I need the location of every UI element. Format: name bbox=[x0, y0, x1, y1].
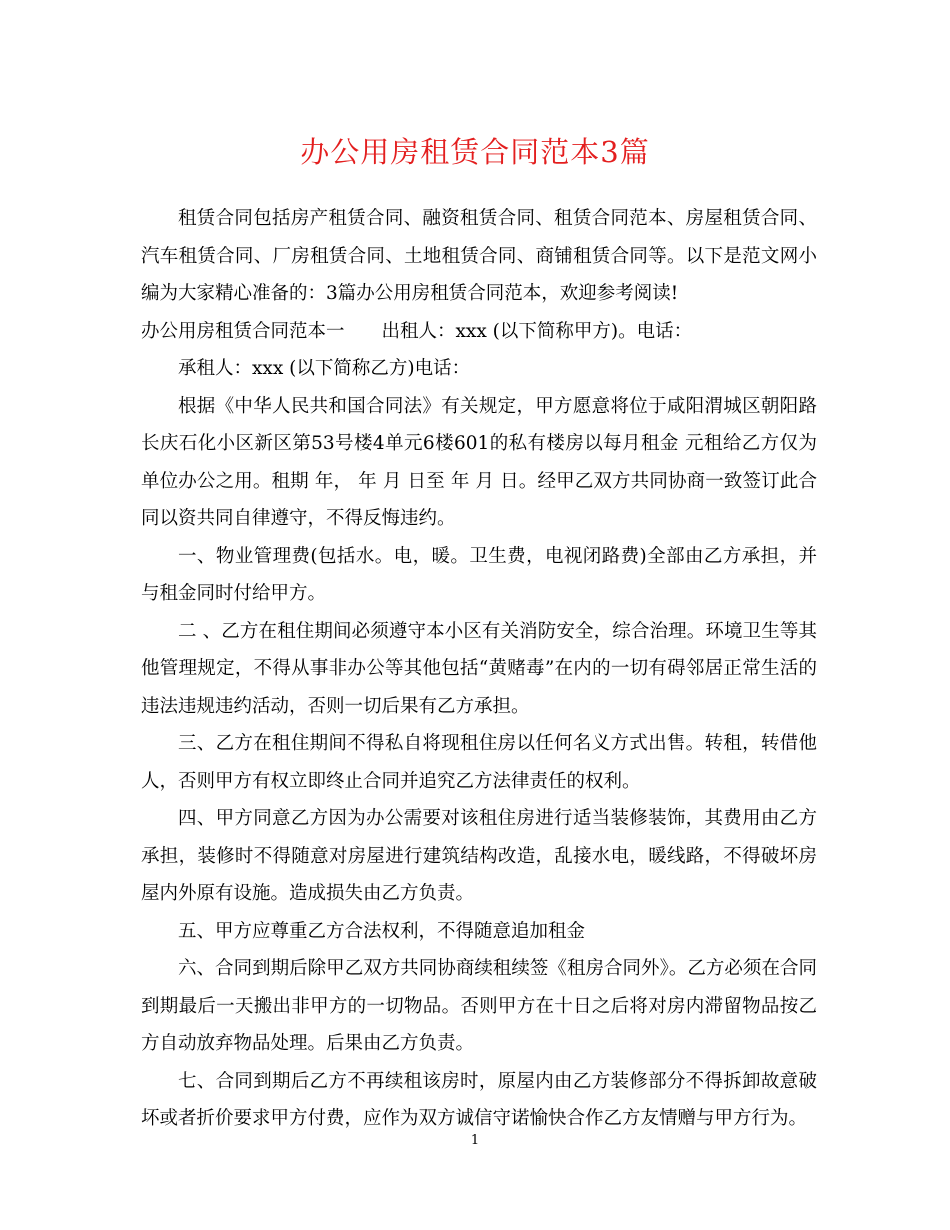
paragraph-clause-5: 五、甲方应尊重乙方合法权利，不得随意追加租金 bbox=[178, 920, 586, 942]
paragraph-lessor: 办公用房租赁合同范本一 出租人：xxx (以下简称甲方)。电话： bbox=[141, 320, 693, 342]
paragraph-lessee: 承租人：xxx (以下简称乙方)电话： bbox=[178, 358, 471, 379]
paragraph-clause-6: 六、合同到期后除甲乙双方共同协商续租续签《租房合同外》。乙方必须在合同到期最后一天搬出非甲方的一切物品。否则甲方在十日之后将对房内滞留物品按乙方自动放弃物品处理。后果由乙方负责。 bbox=[141, 958, 817, 1054]
document-title: 办公用房租赁合同范本3篇 bbox=[300, 135, 650, 169]
paragraph-clause-7: 七、合同到期后乙方不再续租该房时，原屋内由乙方装修部分不得拆卸故意破坏或者折价要求甲方付费，应作为双方诚信守诺愉快合作乙方友情赠与甲方行为。 bbox=[141, 1070, 817, 1129]
paragraph-basis: 根据《中华人民共和国合同法》有关规定，甲方愿意将位于咸阳渭城区朝阳路长庆石化小区新区第53号楼4单元6楼601的私有楼房以每月租金 元租给乙方仅为单位办公之用。租期 年， 年 月 日至 年 月 日。经甲乙双方共同协商一致签订此合同以资共同自律遵守，不得反悔违约。 bbox=[141, 395, 817, 529]
paragraph-intro: 租赁合同包括房产租赁合同、融资租赁合同、租赁合同范本、房屋租赁合同、汽车租赁合同、厂房租赁合同、土地租赁合同、商铺租赁合同等。以下是范文网小编为大家精心准备的：3篇办公用房租赁合同范本，欢迎参考阅读! bbox=[141, 208, 817, 304]
paragraph-clause-4: 四、甲方同意乙方因为办公需要对该租住房进行适当装修装饰，其费用由乙方承担，装修时不得随意对房屋进行建筑结构改造，乱接水电，暖线路，不得破坏房屋内外原有设施。造成损失由乙方负责。 bbox=[141, 808, 817, 904]
paragraph-clause-2: 二 、乙方在租住期间必须遵守本小区有关消防安全，综合治理。环境卫生等其他管理规定，不得从事非办公等其他包括“黄赌毒”在内的一切有碍邻居正常生活的违法违规违约活动，否则一切后果有乙方承担。 bbox=[141, 620, 817, 717]
paragraph-clause-1: 一、物业管理费(包括水。电，暖。卫生费，电视闭路费)全部由乙方承担，并与租金同时付给甲方。 bbox=[141, 545, 817, 604]
paragraph-clause-3: 三、乙方在租住期间不得私自将现租住房以任何名义方式出售。转租，转借他人，否则甲方有权立即终止合同并追究乙方法律责任的权利。 bbox=[141, 733, 817, 792]
document-body bbox=[141, 200, 817, 1138]
page-number: 1 bbox=[470, 1133, 480, 1148]
